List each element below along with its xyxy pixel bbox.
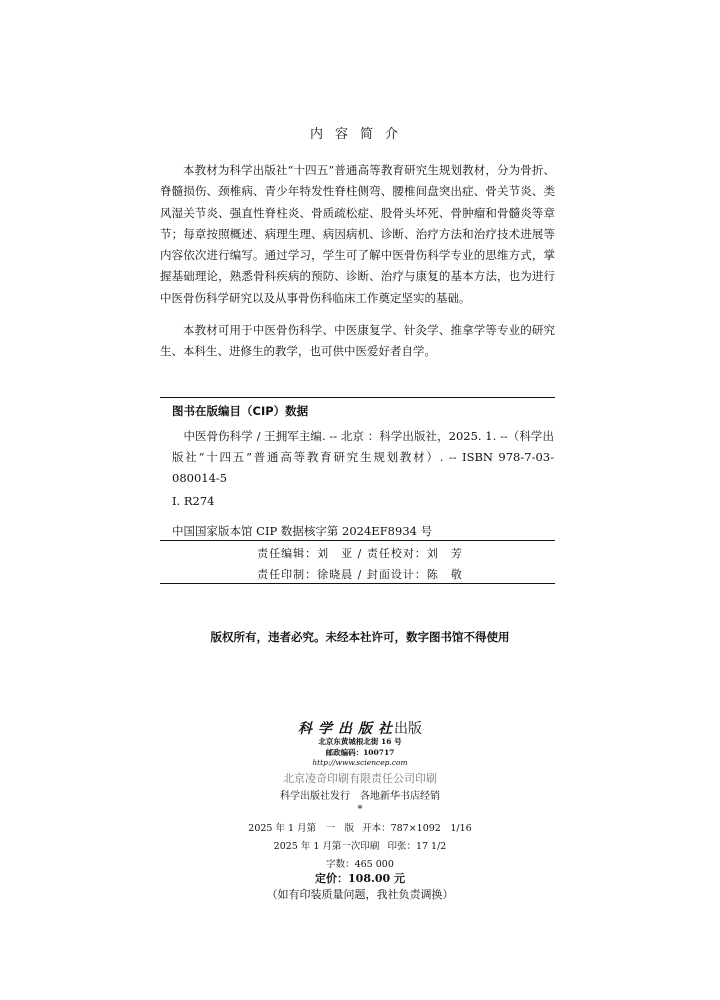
separator-star: *	[357, 804, 363, 815]
printer-line: 北京凌奇印刷有限责任公司印刷	[283, 772, 437, 785]
summary-title: 内容简介	[309, 127, 410, 142]
price: 定价：108.00 元	[315, 872, 405, 885]
publisher-line	[0, 718, 720, 738]
publisher-logo-text: 科学出版社	[298, 721, 398, 737]
sheets-info: 印张：17 1/2	[387, 841, 447, 852]
credits-rule	[160, 583, 555, 584]
format-info: 开本：787×1092 1/16	[362, 823, 472, 834]
word-count: 字数：465 000	[326, 859, 394, 870]
printing-date: 2025 年 1 月第一次印刷	[273, 841, 380, 852]
editor-credits-line: 责任编辑：刘 亚 / 责任校对：刘 芳	[257, 547, 463, 560]
summary-paragraph: 本教材为科学出版社“十四五”普通高等教育研究生规划教材，分为骨折、脊髓损伤、颈椎病、青少年特发性脊柱侧弯、腰椎间盘突出症、骨关节炎、类风湿关节炎、强直性脊柱炎、骨质疏松症、股骨头坏死、骨肿瘤和骨髓炎等章节；每章按照概述、病理生理、病因病机、诊断、治疗方法和治疗技术进展等内容依次进行编写。通过学习，学生可了解中医骨伤科学专业的思维方式，掌握基础理论，熟悉骨科疾病的预防、诊断、治疗与康复的基本方法，也为进行中医骨伤科学研究以及从事骨伤科临床工作奠定坚实的基础。	[160, 163, 555, 305]
cip-record-number: 中国国家版本馆 CIP 数据核字第 2024EF8934 号	[172, 524, 433, 538]
publisher-suffix: 出版	[394, 721, 422, 737]
distribution-line: 科学出版社发行 各地新华书店经销	[280, 791, 440, 802]
summary-paragraph: 本教材可用于中医骨伤科学、中医康复学、针灸学、推拿学等专业的研究生、本科生、进修生的教学，也可供中医爱好者自学。	[160, 323, 555, 359]
cip-top-rule	[160, 397, 555, 398]
quality-notice: （如有印装质量问题，我社负责调换）	[266, 888, 454, 901]
publisher-postcode: 邮政编码：100717	[325, 748, 395, 757]
production-credits-line: 责任印制：徐晓晨 / 封面设计：陈 敬	[257, 568, 463, 581]
copyright-notice: 版权所有，违者必究。未经本社许可，数字图书馆不得使用	[210, 630, 510, 644]
edition-date: 2025 年 1 月第 一 版	[248, 823, 355, 834]
cip-classification: Ⅰ. R274	[172, 494, 215, 508]
printing-line	[0, 838, 720, 852]
publisher-address: 北京东黄城根北街 16 号	[318, 737, 402, 746]
cip-bottom-rule	[160, 540, 555, 541]
publisher-website: http://www.sciencep.com	[312, 758, 408, 767]
cip-record: 中医骨伤科学 / 王拥军主编. -- 北京 ：科学出版社，2025. 1. --（科学出版社“十四五”普通高等教育研究生规划教材）. -- ISBN 978-7-03-080014-5	[172, 429, 554, 485]
edition-line	[0, 820, 720, 834]
cip-header: 图书在版编目（CIP）数据	[172, 404, 309, 418]
